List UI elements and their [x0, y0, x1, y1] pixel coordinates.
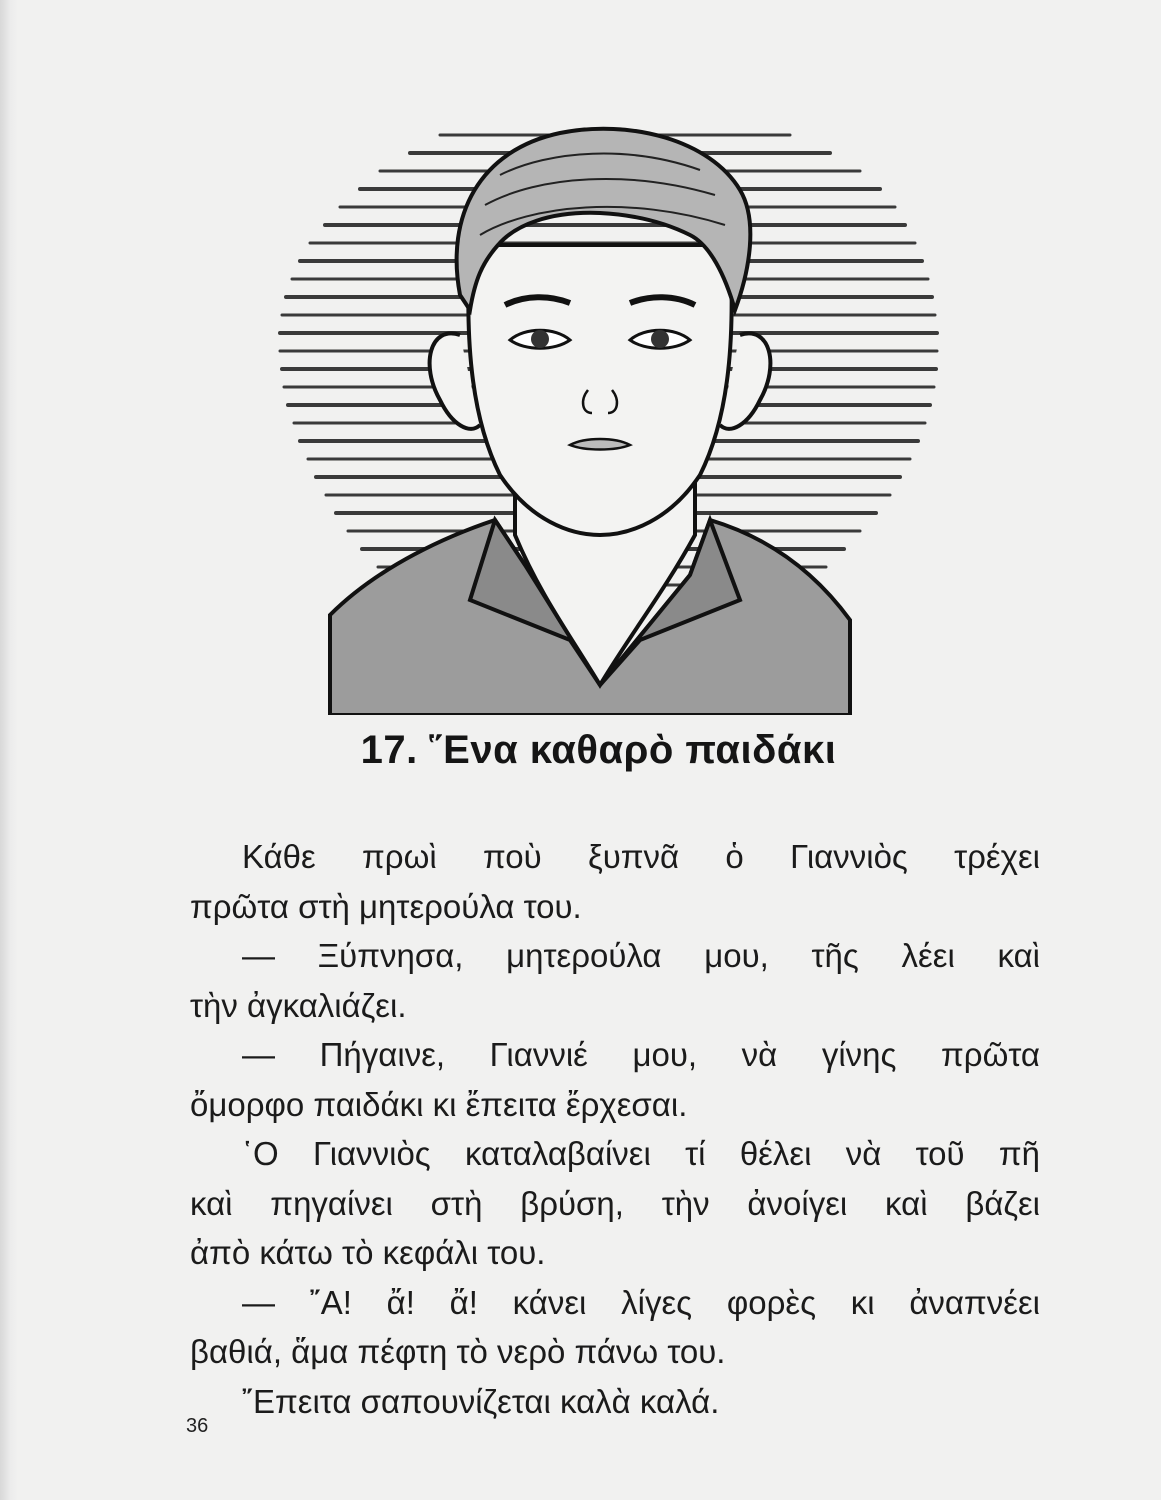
text-line: — ῎Α! ἄ! ἄ! κάνει λίγες φορὲς κι ἀναπνέει	[242, 1283, 1040, 1321]
text-line: Κάθε πρωὶ ποὺ ξυπνᾶ ὁ Γιαννιὸς τρέχει	[242, 838, 1040, 875]
text-line: τὴν ἀγκαλιάζει.	[190, 986, 407, 1024]
boy-portrait-illustration	[270, 95, 970, 715]
text-line: ῎Επειτα σαπουνίζεται καλὰ καλά.	[242, 1382, 720, 1420]
chapter-title-text: 17. ῞Ενα καθαρὸ παιδάκι	[360, 728, 837, 772]
text-line: — Ξύπνησα, μητερούλα μου, τῆς λέει καὶ	[242, 937, 1040, 974]
story-text	[190, 832, 1040, 1426]
text-line: ἀπὸ κάτω τὸ κεφάλι του.	[190, 1234, 546, 1271]
page-number: 36	[186, 1415, 209, 1437]
text-line: ῾Ο Γιαννιὸς καταλαβαίνει τί θέλει νὰ τοῦ πῆ	[242, 1135, 1040, 1172]
text-line: καὶ πηγαίνει στὴ βρύση, τὴν ἀνοίγει καὶ βάζει	[190, 1184, 1040, 1222]
text-line: — Πήγαινε, Γιαννιέ μου, νὰ γίνης πρῶτα	[242, 1036, 1040, 1073]
chapter-title	[0, 728, 1161, 773]
text-line: ὄμορφο παιδάκι κι ἔπειτα ἔρχεσαι.	[190, 1085, 688, 1123]
mouth	[570, 439, 630, 450]
text-line: πρῶτα στὴ μητερούλα του.	[190, 887, 582, 925]
text-line: βαθιά, ἅμα πέφτη τὸ νερὸ πάνω του.	[190, 1333, 726, 1370]
